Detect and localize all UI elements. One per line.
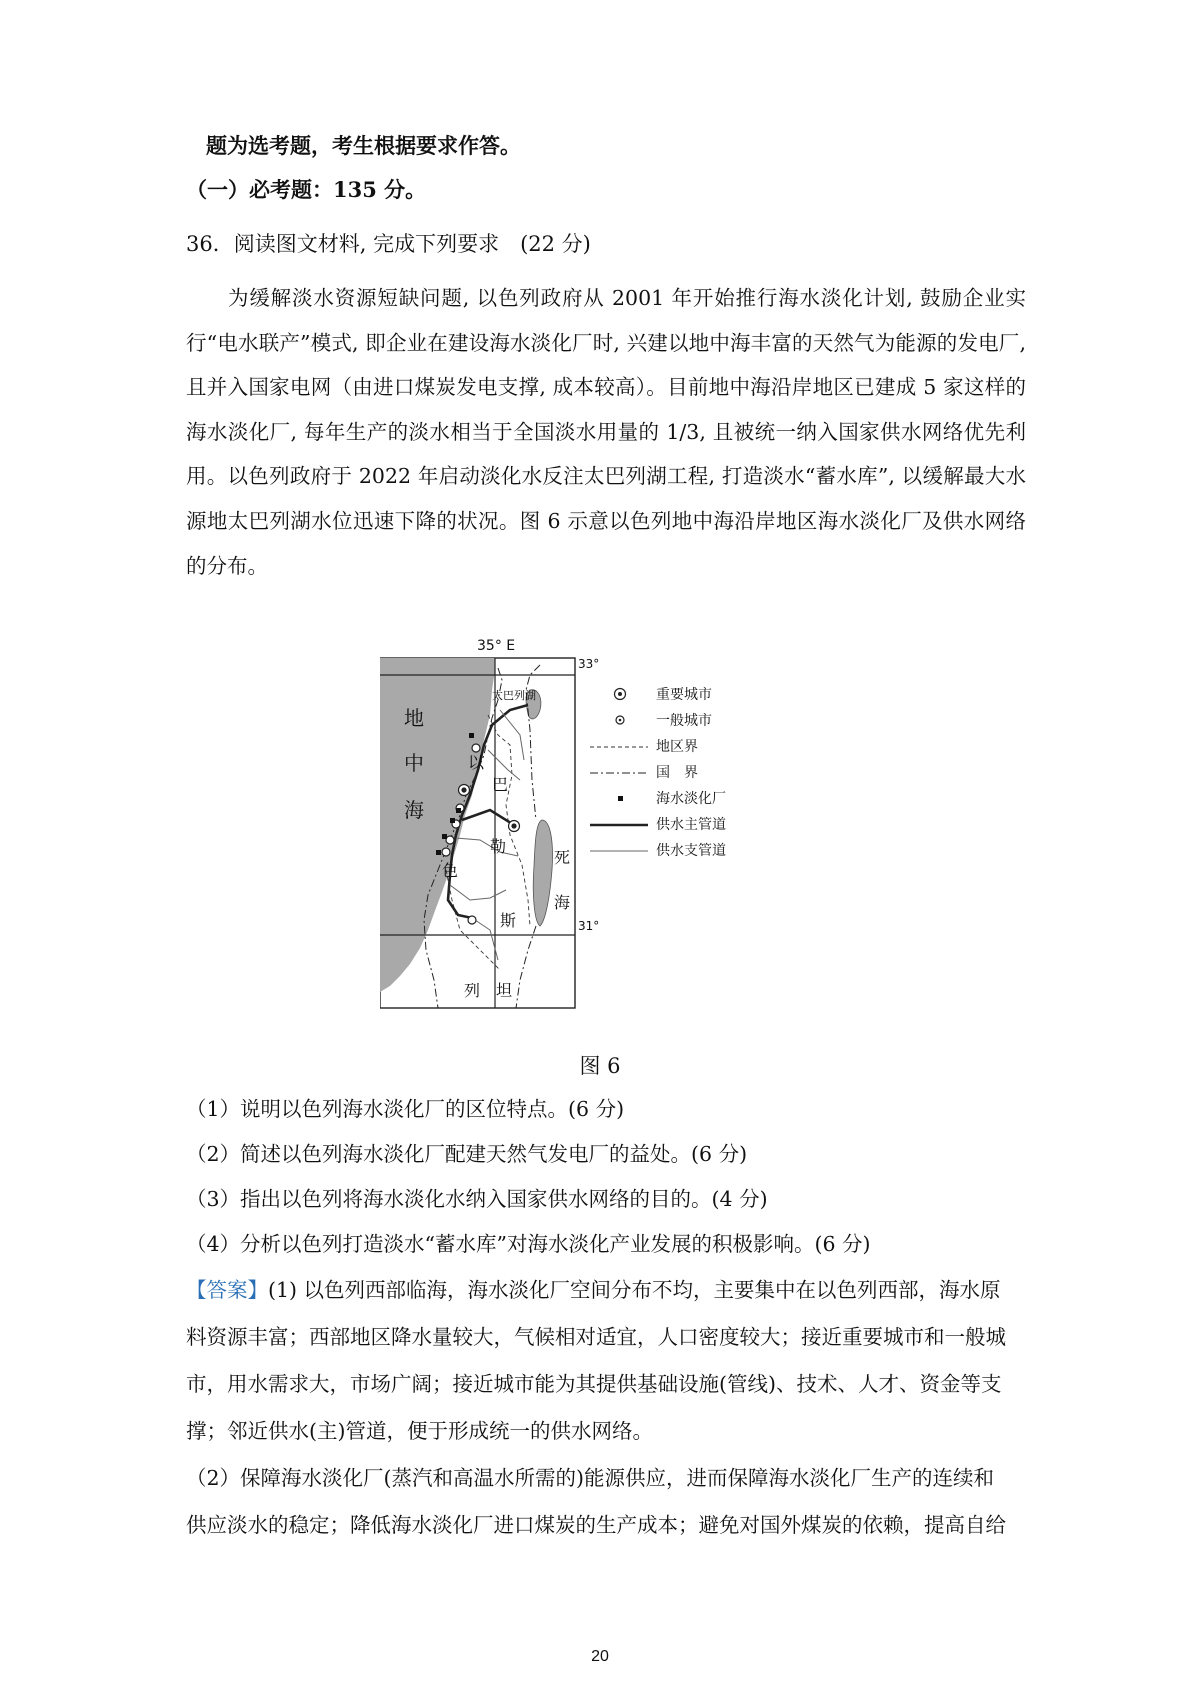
region-label-lie: 列 <box>464 981 481 1000</box>
answer-1-line-1 <box>186 1275 1001 1305</box>
page-number: 20 <box>591 1648 609 1665</box>
figure-caption: 图 6 <box>579 1054 621 1078</box>
legend-region-border: 地区界 <box>656 739 698 755</box>
plant <box>436 850 441 855</box>
region-label-le: 勒 <box>490 837 507 856</box>
plant <box>469 733 474 738</box>
plant <box>456 808 461 813</box>
city-general <box>468 916 476 924</box>
answer-1-text-1: (1) 以色列西部临海，海水淡化厂空间分布不均，主要集中在以色列西部，海水原 <box>268 1278 1001 1302</box>
section-heading: （一）必考题：135 分。 <box>186 177 427 202</box>
legend-national-border: 国 界 <box>656 765 698 781</box>
lat-top-label: 33° <box>578 657 600 671</box>
sea-label-1: 地 <box>404 706 424 730</box>
answer-2-line-1: （2）保障海水淡化厂(蒸汽和高温水所需的)能源供应，进而保障海水淡化厂生产的连续和 <box>186 1466 995 1490</box>
sub-question-1: （1）说明以色列海水淡化厂的区位特点。(6 分) <box>186 1097 625 1121</box>
lake-tiberias-label: 太巴列湖 <box>492 689 536 702</box>
region-label-yi: 以 <box>468 753 485 772</box>
plant <box>442 834 447 839</box>
answer-tag: 【答案】 <box>186 1278 268 1302</box>
city-general <box>442 848 450 856</box>
city-general <box>472 744 480 752</box>
legend-general-city: 一般城市 <box>656 713 712 729</box>
lon-label: 35° E <box>477 638 516 654</box>
city-general <box>446 836 454 844</box>
passage-text: 为缓解淡水资源短缺问题, 以色列政府从 2001 年开始推行海水淡化计划, 鼓励企业实行“电水联产”模式, 即企业在建设海水淡化厂时, 兴建以地中海丰富的天然气为能源的发电厂, 且并入国家电网（由进口煤炭发电支撑, 成本较高）。目前地中海沿岸地区已建成 5 家这样的海水淡化厂, 每年生产的淡水相当于全国淡水用量的 1/3, 且被统一纳入国家供水网络优先利用。以色列政府于 2022 年启动淡化水反注太巴列湖工程, 打造淡水“蓄水库”, 以缓解最大水源地太巴列湖水位迅速下降的状况。图 6 示意以色列地中海沿岸地区海水淡化厂及供水网络的分布。 <box>186 286 1026 578</box>
answer-1-line-3: 市，用水需求大，市场广阔；接近城市能为其提供基础设施(管线)、技术、人才、资金等支 <box>186 1372 1002 1396</box>
region-label-si: 斯 <box>500 911 517 930</box>
intro-line-1: 题为选考题，考生根据要求作答。 <box>206 133 521 158</box>
answer-1-line-2: 料资源丰富；西部地区降水量较大，气候相对适宜，人口密度较大；接近重要城市和一般城 <box>186 1325 1006 1349</box>
sea-label-3: 海 <box>404 798 424 822</box>
legend-main-pipeline: 供水主管道 <box>656 817 726 833</box>
region-label-tan: 坦 <box>496 981 513 1000</box>
dead-sea-label-2: 海 <box>554 893 571 912</box>
legend-symbols <box>590 689 648 852</box>
dead-sea-label-1: 死 <box>554 848 571 867</box>
legend-branch-pipeline: 供水支管道 <box>656 843 726 859</box>
legend-desalination-plant: 海水淡化厂 <box>656 791 726 807</box>
map-legend <box>590 687 726 859</box>
sub-question-3: （3）指出以色列将海水淡化水纳入国家供水网络的目的。(4 分) <box>186 1187 768 1211</box>
sea-label-2: 中 <box>404 751 424 775</box>
sub-question-2: （2）简述以色列海水淡化厂配建天然气发电厂的益处。(6 分) <box>186 1142 748 1166</box>
israel-desalination-map <box>380 630 820 1040</box>
plant <box>450 818 455 823</box>
answer-1-line-4: 撑；邻近供水(主)管道，便于形成统一的供水网络。 <box>186 1419 653 1443</box>
answer-2-line-2: 供应淡水的稳定；降低海水淡化厂进口煤炭的生产成本；避免对国外煤炭的依赖，提高自给 <box>186 1513 1006 1537</box>
question-passage <box>186 276 1026 588</box>
region-label-ba: 巴 <box>492 775 509 794</box>
question-title: 36．阅读图文材料, 完成下列要求 (22 分) <box>186 232 591 256</box>
sub-question-4: （4）分析以色列打造淡水“蓄水库”对海水淡化产业发展的积极影响。(6 分) <box>186 1232 871 1256</box>
legend-major-city: 重要城市 <box>656 687 712 703</box>
lat-bottom-label: 31° <box>578 919 600 933</box>
region-label-se: 色 <box>442 861 459 880</box>
